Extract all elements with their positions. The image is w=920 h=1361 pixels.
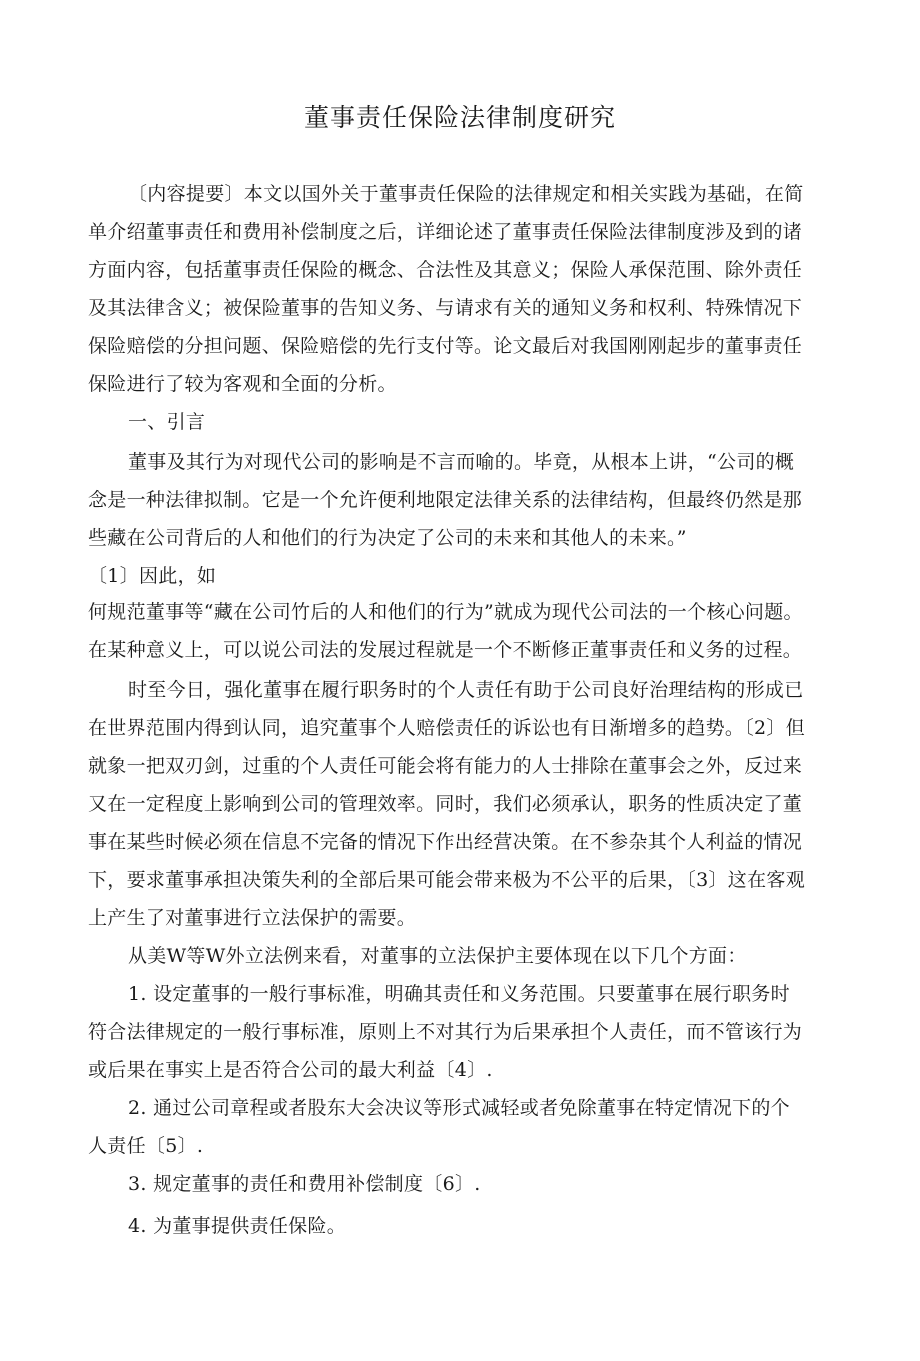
abstract-line: 保险进行了较为客观和全面的分析。 [88, 373, 397, 395]
paragraph-line: 又在一定程度上影响到公司的管理效率。同时，我们必须承认，职务的性质决定了董 [88, 793, 803, 815]
list-item-line: 3. 规定董事的责任和费用补偿制度〔6〕. [128, 1173, 481, 1195]
list-item-line: 4. 为董事提供责任保险。 [128, 1215, 347, 1237]
paragraph-line: 董事及其行为对现代公司的影响是不言而喻的。毕竟，从根本上讲，“公司的概 [128, 451, 795, 473]
paragraph-line: 些藏在公司背后的人和他们的行为决定了公司的未来和其他人的未来。” [88, 527, 687, 549]
paragraph-line: 时至今日，强化董事在履行职务时的个人责任有助于公司良好治理结构的形成已 [128, 679, 804, 701]
paragraph-line: 何规范董事等“藏在公司竹后的人和他们的行为”就成为现代公司法的一个核心问题。 [88, 601, 803, 623]
abstract-line: 方面内容，包括董事责任保险的概念、合法性及其意义；保险人承保范围、除外责任 [88, 259, 803, 281]
paragraph-line: 上产生了对董事进行立法保护的需要。 [88, 907, 417, 929]
paragraph-line: 事在某些时候必须在信息不完备的情况下作出经营决策。在不参杂其个人利益的情况 [88, 831, 803, 853]
abstract-line: 及其法律含义；被保险董事的告知义务、与请求有关的通知义务和权利、特殊情况下 [88, 297, 803, 319]
paragraph-line: 从美W等W外立法例来看，对董事的立法保护主要体现在以下几个方面： [128, 945, 747, 967]
list-item-line: 人责任〔5〕. [88, 1135, 204, 1157]
list-item-line: 2. 通过公司章程或者股东大会决议等形式减轻或者免除董事在特定情况下的个 [128, 1097, 790, 1119]
paragraph-line: 在某种意义上，可以说公司法的发展过程就是一个不断修正董事责任和义务的过程。 [88, 639, 803, 661]
abstract-line: 单介绍董事责任和费用补偿制度之后，详细论述了董事责任保险法律制度涉及到的诸 [88, 221, 803, 243]
list-item-line: 1. 设定董事的一般行事标准，明确其责任和义务范围。只要董事在展行职务时 [128, 983, 790, 1005]
paragraph-line: 念是一种法律拟制。它是一个允许便利地限定法律关系的法律结构，但最终仍然是那 [88, 489, 803, 511]
paragraph-line: 下，要求董事承担决策失利的全部后果可能会带来极为不公平的后果，〔3〕这在客观 [88, 869, 805, 891]
page-title: 董事责任保险法律制度研究 [303, 103, 616, 132]
abstract-line: 〔内容提要〕本文以国外关于董事责任保险的法律规定和相关实践为基础，在简 [128, 183, 804, 205]
list-item-line: 符合法律规定的一般行事标准，原则上不对其行为后果承担个人责任，而不管该行为 [88, 1021, 803, 1043]
paragraph-line: 就象一把双刃剑，过重的个人责任可能会将有能力的人士排除在董事会之外，反过来 [88, 755, 803, 777]
paragraph-line: 〔1〕因此，如 [88, 565, 217, 587]
paragraph-line: 在世界范围内得到认同，追究董事个人赔偿责任的诉讼也有日渐增多的趋势。〔2〕但 [88, 717, 805, 739]
list-item-line: 或后果在事实上是否符合公司的最大利益〔4〕. [88, 1059, 493, 1081]
section-heading: 一、引言 [128, 411, 206, 433]
abstract-line: 保险赔偿的分担问题、保险赔偿的先行支付等。论文最后对我国刚刚起步的董事责任 [88, 335, 803, 357]
